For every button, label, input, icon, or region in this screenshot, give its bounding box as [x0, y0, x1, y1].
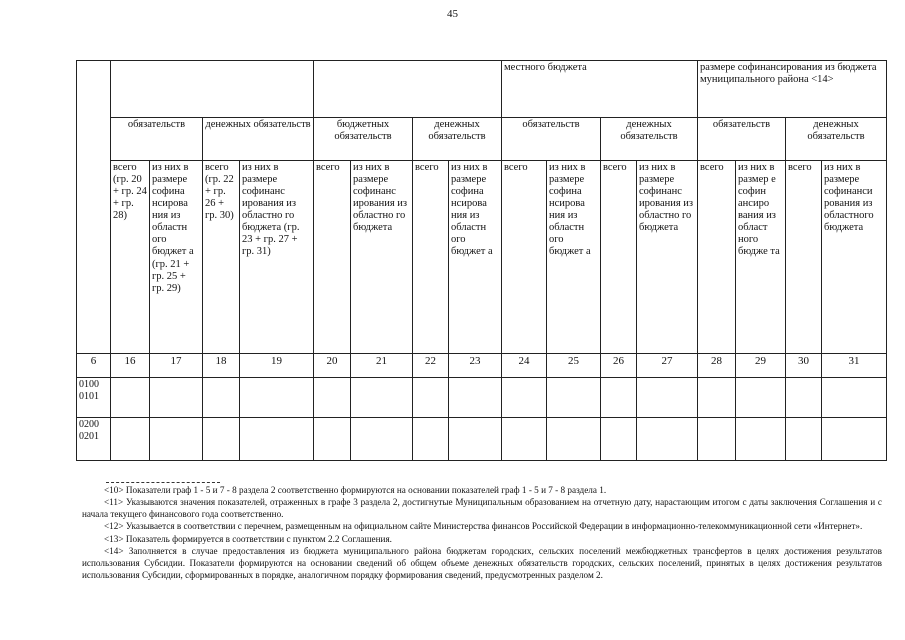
data-cell	[413, 418, 449, 461]
data-cell	[637, 378, 698, 418]
data-cell	[698, 378, 736, 418]
footnote-12: <12> Указывается в соответствии с перечнем, размещенным на официальном сайте Министерства финансов Российской Федерации в информационно-телекоммуникационной сети «Интернет».	[104, 521, 863, 532]
col-num: 21	[351, 354, 413, 378]
row-code-cell	[77, 378, 111, 418]
subheader-23: из них в размере софина нсирова ния из областн ого бюджет а	[449, 161, 502, 354]
subheader-31: из них в размере софинанси рования из областного бюджета	[822, 161, 887, 354]
data-cell	[351, 378, 413, 418]
table-row	[77, 378, 887, 418]
row-code: 0100	[79, 379, 99, 390]
subheader-20: всего	[314, 161, 351, 354]
row-code-cell	[77, 418, 111, 461]
row-subcode: 0101	[79, 391, 99, 402]
subheader-16: всего (гр. 20 + гр. 24 + гр. 28)	[111, 161, 150, 354]
data-cell	[314, 378, 351, 418]
subheader-24: всего	[502, 161, 547, 354]
header-obligations-a: обязательств	[111, 118, 203, 161]
footnote-separator	[106, 482, 220, 483]
row-subcode: 0201	[79, 431, 99, 442]
header-local-budget: местного бюджета	[502, 61, 698, 118]
subheader-28: всего	[698, 161, 736, 354]
col-num: 24	[502, 354, 547, 378]
subheader-26: всего	[601, 161, 637, 354]
col-num: 18	[203, 354, 240, 378]
header-monetary-c: денежных обязательств	[601, 118, 698, 161]
col-num: 27	[637, 354, 698, 378]
data-cell	[822, 418, 887, 461]
col-num: 22	[413, 354, 449, 378]
data-cell	[502, 418, 547, 461]
subheader-18: всего (гр. 22 + гр. 26 + гр. 30)	[203, 161, 240, 354]
data-cell	[449, 418, 502, 461]
header-cofinancing-size: размере софинансирования из бюджета муниципального района <14>	[698, 61, 887, 118]
footnote-14: <14> Заполняется в случае предоставления из бюджета муниципального района бюджетам городских, сельских поселений межбюджетных трансфертов в целях достижения результатов использования Субсидии. Показатели формируются на основании сведений об общем объеме денежных обязательств городских, сельских поселений, принятых в целях достижения результатов использования Субсидии, сформированных в порядке, аналогичном порядку формирования сведений, предусмотренных разделом 2.	[82, 545, 882, 580]
subheader-25: из них в размере софина нсирова ния из областн ого бюджет а	[547, 161, 601, 354]
data-cell	[111, 378, 150, 418]
header-obligations-d: обязательств	[698, 118, 786, 161]
col-num: 29	[736, 354, 786, 378]
col-num: 26	[601, 354, 637, 378]
row-code: 0200	[79, 419, 99, 430]
col-num: 17	[150, 354, 203, 378]
data-cell	[240, 378, 314, 418]
header-group-total	[111, 61, 314, 118]
subheader-30: всего	[786, 161, 822, 354]
data-cell	[150, 378, 203, 418]
data-cell	[637, 418, 698, 461]
subheader-27: из них в размере софинанс ирования из областно го бюджета	[637, 161, 698, 354]
data-cell	[601, 378, 637, 418]
subheader-17: из них в размере софина нсирова ния из областн ого бюджет а (гр. 21 + гр. 25 + гр. 29)	[150, 161, 203, 354]
footnote-13: <13> Показатель формируется в соответствии с пунктом 2.2 Соглашения.	[104, 533, 392, 544]
col-num: 16	[111, 354, 150, 378]
data-cell	[203, 378, 240, 418]
data-cell	[351, 418, 413, 461]
subheader-29: из них в размер е софин ансиро вания из област ного бюдже та	[736, 161, 786, 354]
table-row	[77, 418, 887, 461]
col-num: 19	[240, 354, 314, 378]
data-cell	[786, 378, 822, 418]
data-cell	[240, 418, 314, 461]
data-cell	[502, 378, 547, 418]
header-monetary-d: денежных обязательств	[786, 118, 887, 161]
col-num: 23	[449, 354, 502, 378]
data-cell	[736, 418, 786, 461]
footnote-11: <11> Указываются значения показателей, отраженных в графе 3 раздела 2, достигнутые Муниципальным образованием на отчетную дату, нарастающим итогом с даты заключения Соглашения и с начала текущего финансового года соответственно.	[82, 497, 882, 520]
data-cell	[547, 378, 601, 418]
header-group-budget	[314, 61, 502, 118]
data-cell	[736, 378, 786, 418]
data-cell	[601, 418, 637, 461]
page-number: 45	[447, 8, 458, 20]
col-num: 25	[547, 354, 601, 378]
header-budget-obligations: бюджетных обязательств	[314, 118, 413, 161]
data-cell	[314, 418, 351, 461]
report-table	[76, 60, 887, 461]
data-cell	[203, 418, 240, 461]
header-obligations-c: обязательств	[502, 118, 601, 161]
data-cell	[449, 378, 502, 418]
column-number-row	[77, 354, 887, 378]
col-num: 30	[786, 354, 822, 378]
col-num: 20	[314, 354, 351, 378]
col-num: 28	[698, 354, 736, 378]
subheader-22: всего	[413, 161, 449, 354]
header-col-6	[77, 61, 111, 354]
footnotes	[82, 484, 882, 581]
header-monetary-b: денежных обязательств	[413, 118, 502, 161]
data-cell	[822, 378, 887, 418]
footnote-10: <10> Показатели граф 1 - 5 и 7 - 8 раздела 2 соответственно формируются на основании показателей граф 1 - 5 и 7 - 8 раздела 1.	[104, 485, 607, 495]
header-monetary-a: денежных обязательств	[203, 118, 314, 161]
data-cell	[547, 418, 601, 461]
data-cell	[111, 418, 150, 461]
data-cell	[698, 418, 736, 461]
subheader-21: из них в размере софинанс ирования из областно го бюджета	[351, 161, 413, 354]
subheader-19: из них в размере софинанс ирования из областно го бюджета (гр. 23 + гр. 27 + гр. 31)	[240, 161, 314, 354]
data-cell	[413, 378, 449, 418]
col-num: 31	[822, 354, 887, 378]
col-num: 6	[77, 354, 111, 378]
data-cell	[786, 418, 822, 461]
data-cell	[150, 418, 203, 461]
